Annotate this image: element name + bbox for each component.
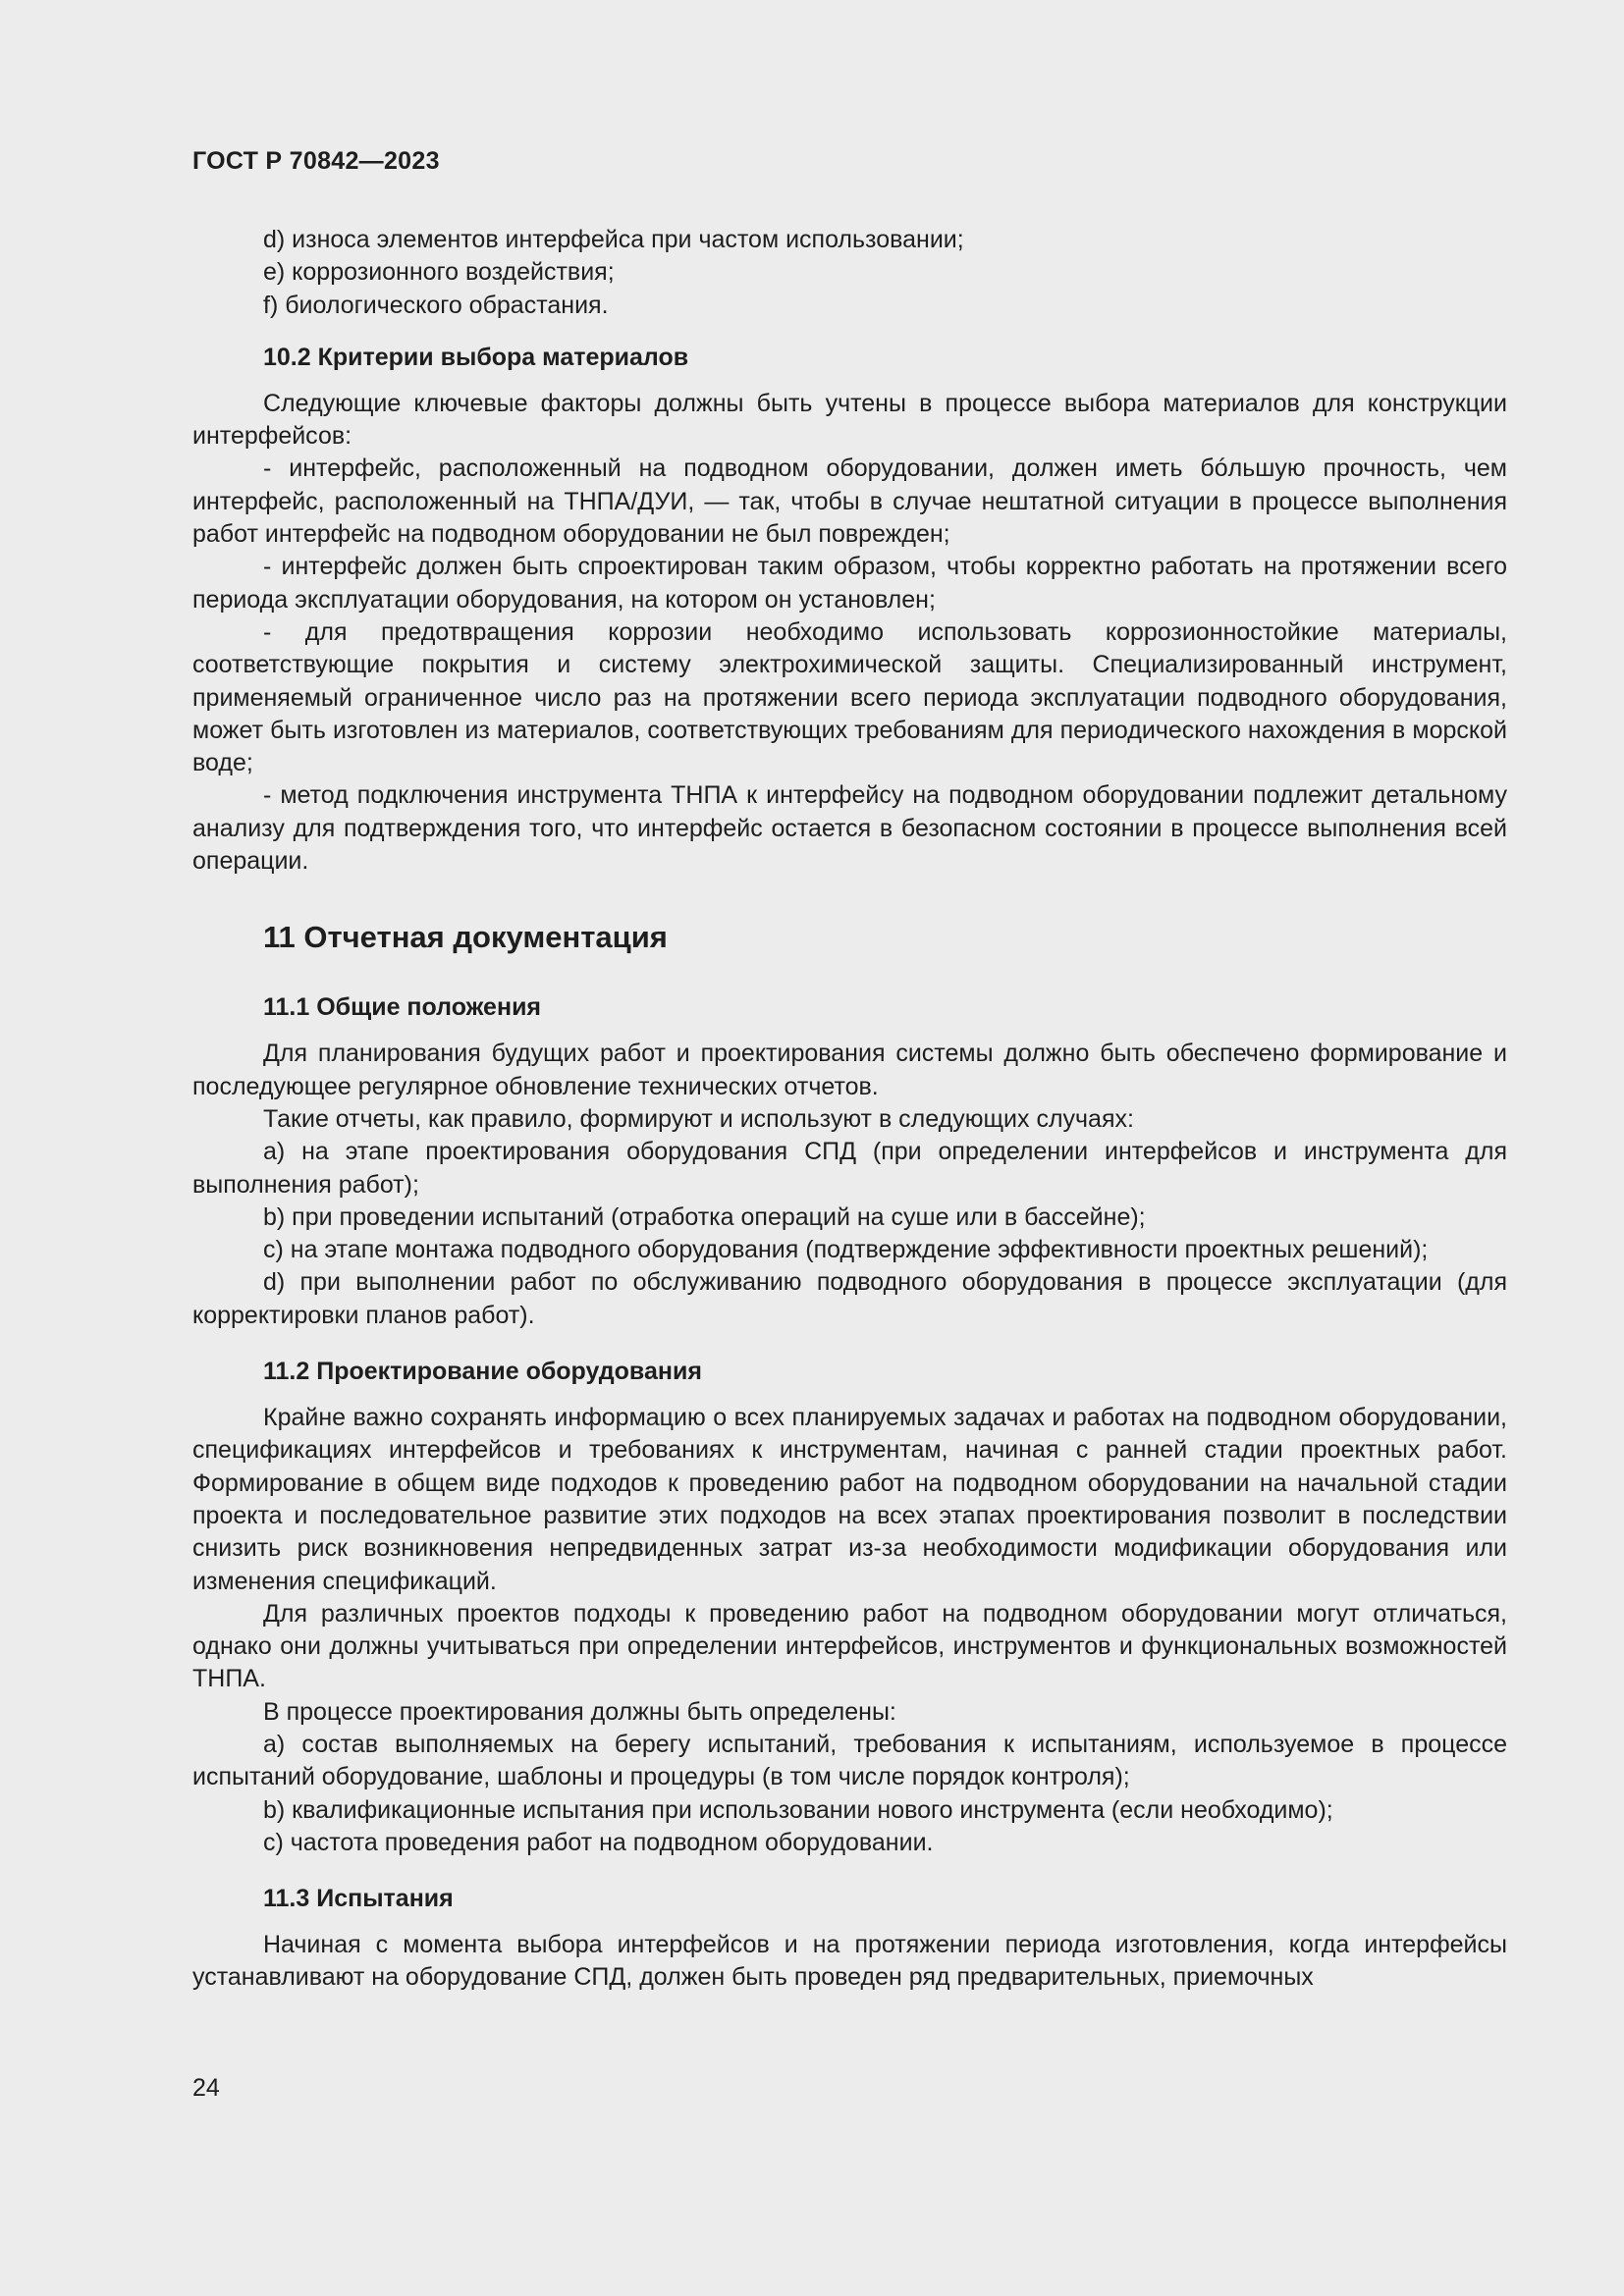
paragraph: - интерфейс, расположенный на подводном оборудовании, должен иметь бóльшую прочность, чем интерфейс, расположенный на ТНПА/ДУИ, — так, чтобы в случае нештатной ситуации в процессе выполнения работ интерфейс на подводном оборудовании не был поврежден; <box>192 454 1507 549</box>
paragraph: a) состав выполняемых на берегу испытаний, требования к испытаниям, используемое в процессе испытаний оборудование, шаблоны и процедуры (в том числе порядок контроля); <box>192 1730 1507 1791</box>
paragraph: - метод подключения инструмента ТНПА к интерфейсу на подводном оборудовании подлежит детальному анализу для подтверждения того, что интерфейс остается в безопасном состоянии в процессе выполнения всей операции. <box>192 781 1507 876</box>
list-item: f) биологического обрастания. <box>263 291 609 319</box>
section-heading-10-2: 10.2 Критерии выбора материалов <box>263 343 689 371</box>
section-heading-11-3: 11.3 Испытания <box>263 1885 454 1913</box>
paragraph: Для различных проектов подходы к проведению работ на подводном оборудовании могут отличаться, однако они должны учитываться при определении интерфейсов, инструментов и функциональных возможностей ТНПА. <box>192 1599 1507 1693</box>
paragraph: a) на этапе проектирования оборудования СПД (при определении интерфейсов и инструмента для выполнения работ); <box>192 1138 1507 1199</box>
page-content <box>192 224 1507 1995</box>
paragraph: Начиная с момента выбора интерфейсов и на протяжении периода изготовления, когда интерфейсы устанавливают на оборудование СПД, должен быть проведен ряд предварительных, приемочных <box>192 1931 1507 1992</box>
paragraph: - интерфейс должен быть спроектирован таким образом, чтобы корректно работать на протяжении всего периода эксплуатации оборудования, на котором он установлен; <box>192 553 1507 614</box>
paragraph: c) на этапе монтажа подводного оборудования (подтверждение эффективности проектных решений); <box>263 1236 1429 1264</box>
section-heading-11: 11 Отчетная документация <box>263 920 668 955</box>
paragraph: Крайне важно сохранять информацию о всех планируемых задачах и работах на подводном оборудовании, спецификациях интерфейсов и требованиях к инструментам, начиная с ранней стадии проектных работ. Формирование в общем виде подходов к проведению работ на подводном оборудовании на начальной стадии проекта и последовательное развитие этих подходов на всех этапах проектирования позволит в последствии снизить риск возникновения непредвиденных затрат из-за необходимости модификации оборудования или изменения спецификаций. <box>192 1404 1507 1595</box>
section-heading-11-1: 11.1 Общие положения <box>263 993 542 1022</box>
list-item: e) коррозионного воздействия; <box>263 258 615 287</box>
paragraph: Для планирования будущих работ и проектирования системы должно быть обеспечено формирование и последующее регулярное обновление технических отчетов. <box>192 1040 1507 1100</box>
paragraph: b) при проведении испытаний (отработка операций на суше или в бассейне); <box>263 1202 1146 1231</box>
document-code-header: ГОСТ Р 70842—2023 <box>192 147 440 175</box>
paragraph: b) квалификационные испытания при использовании нового инструмента (если необходимо); <box>263 1795 1333 1824</box>
section-heading-11-2: 11.2 Проектирование оборудования <box>263 1358 702 1386</box>
paragraph: d) при выполнении работ по обслуживанию подводного оборудования в процессе эксплуатации (для корректировки планов работ). <box>192 1268 1507 1329</box>
paragraph: В процессе проектирования должны быть определены: <box>263 1697 896 1726</box>
paragraph: Такие отчеты, как правило, формируют и используют в следующих случаях: <box>263 1104 1134 1133</box>
paragraph: Следующие ключевые факторы должны быть учтены в процессе выбора материалов для конструкции интерфейсов: <box>192 389 1507 451</box>
paragraph: - для предотвращения коррозии необходимо использовать коррозионностойкие материалы, соответствующие покрытия и систему электрохимической защиты. Специализированный инструмент, применяемый ограниченное число раз на протяжении всего периода эксплуатации подводного оборудования, может быть изготовлен из материалов, соответствующих требованиям для периодического нахождения в морской воде; <box>192 617 1507 777</box>
paragraph: c) частота проведения работ на подводном оборудовании. <box>263 1828 934 1856</box>
list-item: d) износа элементов интерфейса при частом использовании; <box>263 226 964 253</box>
page-number: 24 <box>192 2074 220 2102</box>
